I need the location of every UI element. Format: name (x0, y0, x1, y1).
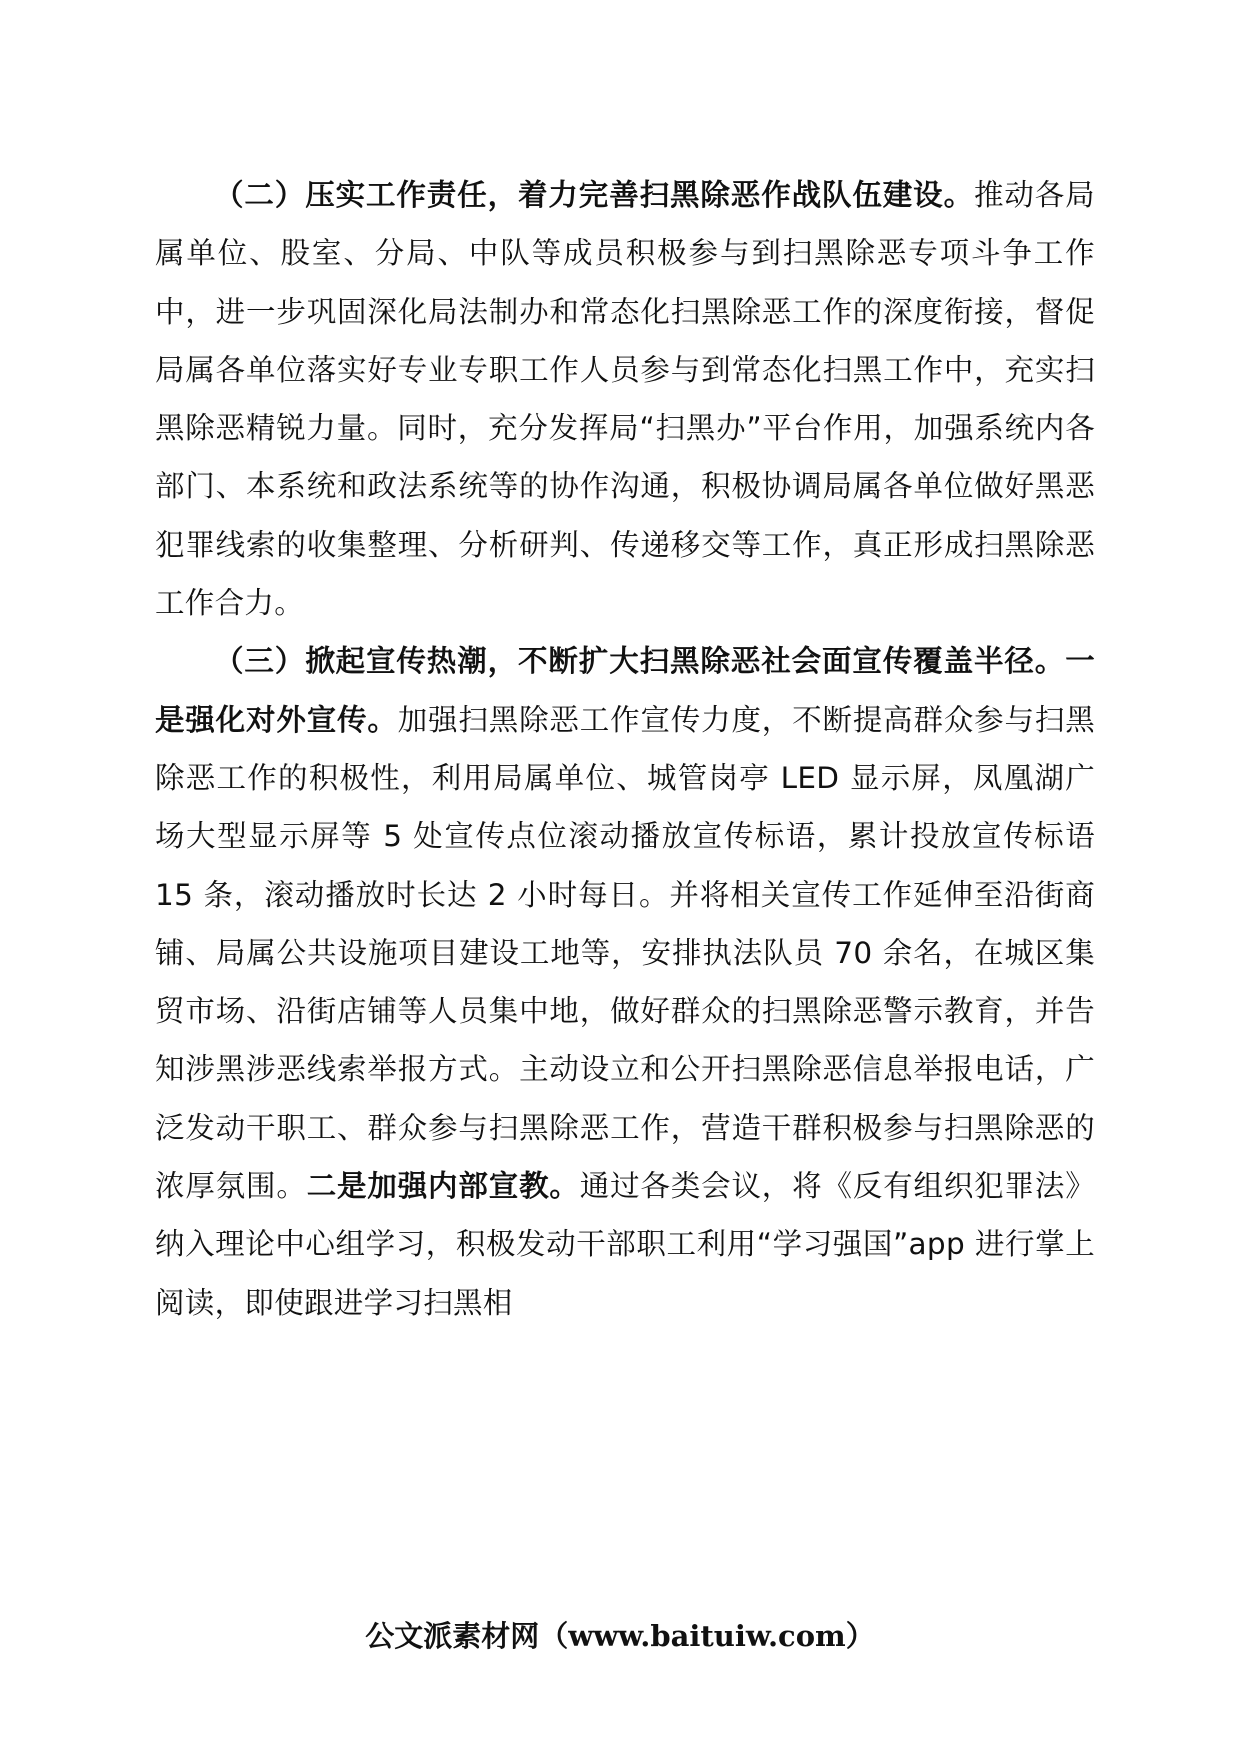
subpoint-2-body: 通过各类会议，将《反有组织犯罪法》纳入理论中心组学习，积极发动干部职工利用“学习强国”app 进行掌上阅读，即使跟进学习扫黑相 (155, 1169, 1095, 1320)
section-heading-2: （二）压实工作责任，着力完善扫黑除恶作战队伍建设。 (214, 178, 974, 212)
section-heading-3: （三）掀起宣传热潮，不断扩大扫黑除恶社会面宣传覆盖半径。 (214, 644, 1066, 679)
paragraph-2-body: 推动各局属单位、股室、分局、中队等成员积极参与到扫黑除恶专项斗争工作中，进一步巩固深化局法制办和常态化扫黑除恶工作的深度衔接，督促局属各单位落实好专业专职工作人员参与到常态化扫黑工作中，充实扫黑除恶精锐力量。同时，充分发挥局“扫黑办”平台作用，加强系统内各部门、本系统和政法系统等的协作沟通，积极协调局属各单位做好黑恶犯罪线索的收集整理、分析研判、传递移交等工作，真正形成扫黑除恶工作合力。 (155, 178, 1095, 621)
subpoint-1-body: 加强扫黑除恶工作宣传力度，不断提高群众参与扫黑除恶工作的积极性，利用局属单位、城管岗亭 LED 显示屏，凤凰湖广场大型显示屏等 5 处宣传点位滚动播放宣传标语，累计投放宣传标语 15 条，滚动播放时长达 2 小时每日。并将相关宣传工作延伸至沿街商铺、局属公共设施项目建设工地等，安排执法队员 70 余名，在城区集贸市场、沿街店铺等人员集中地，做好群众的扫黑除恶警示教育，并告知涉黑涉恶线索举报方式。主动设立和公开扫黑除恶信息举报电话，广泛发动干职工、群众参与扫黑除恶工作，营造干群积极参与扫黑除恶的浓厚氛围。 (155, 702, 1095, 1204)
paragraph-3 (155, 632, 1095, 1332)
paragraph-2 (155, 166, 1095, 632)
subpoint-2-title: 二是加强内部宣教。 (306, 1169, 580, 1204)
subpoint-1-title: 一是强化对外宣传。 (155, 644, 1095, 737)
footer-watermark-text: 公文派素材网（www.baituiw.com） (365, 1619, 875, 1653)
document-body (155, 166, 1095, 1332)
